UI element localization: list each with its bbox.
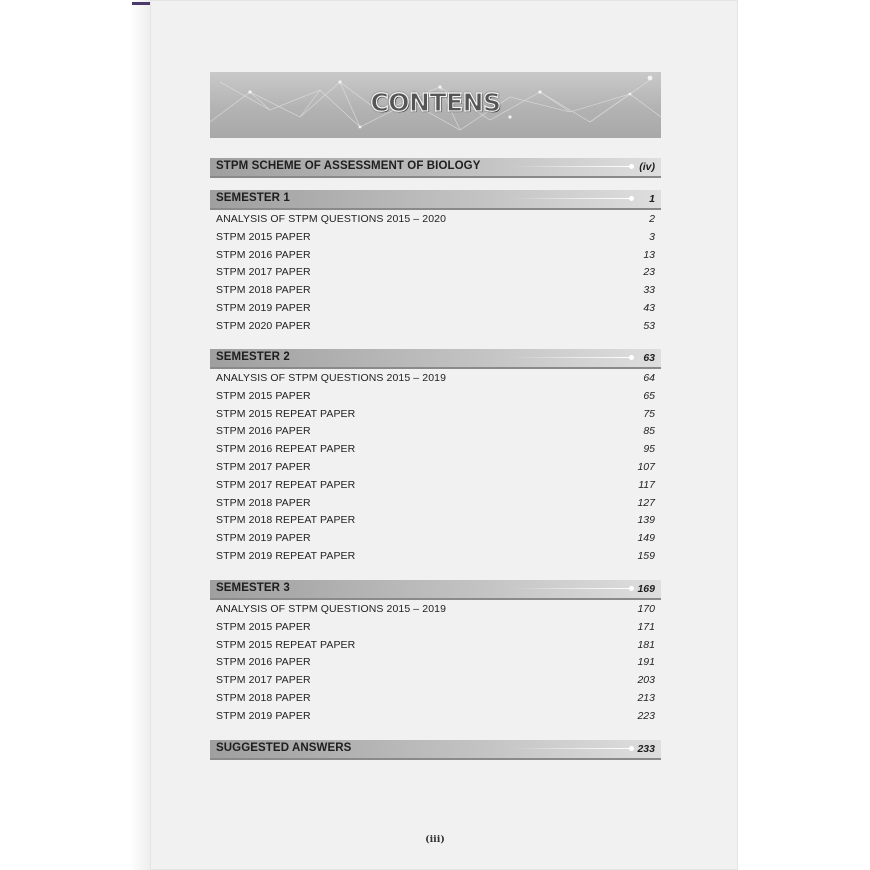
entry-label: STPM 2018 REPEAT PAPER bbox=[216, 514, 356, 527]
toc-section-scheme bbox=[210, 158, 661, 178]
entry-page-number: 43 bbox=[643, 301, 655, 314]
entry-page-number: 223 bbox=[637, 709, 655, 722]
entry-label: STPM 2019 REPEAT PAPER bbox=[216, 549, 356, 562]
entry-label: STPM 2017 PAPER bbox=[216, 460, 311, 473]
toc-entry bbox=[210, 636, 661, 654]
entry-label: STPM 2018 PAPER bbox=[216, 496, 311, 509]
entry-page-number: 53 bbox=[643, 319, 655, 332]
entry-page-number: 33 bbox=[643, 284, 655, 297]
toc-entry bbox=[210, 387, 661, 405]
entry-page-number: 75 bbox=[643, 407, 655, 420]
toc-entry bbox=[210, 440, 661, 458]
entry-label: STPM 2015 PAPER bbox=[216, 389, 311, 402]
entry-label: STPM 2017 PAPER bbox=[216, 674, 311, 687]
toc-entry bbox=[210, 689, 661, 707]
toc-entry bbox=[210, 476, 661, 494]
toc-entry bbox=[210, 422, 661, 440]
entry-label: STPM 2018 PAPER bbox=[216, 691, 311, 704]
entry-label: STPM 2019 PAPER bbox=[216, 301, 311, 314]
entry-label: STPM 2015 REPEAT PAPER bbox=[216, 638, 356, 651]
entry-label: STPM 2016 PAPER bbox=[216, 248, 311, 261]
page-left-edge bbox=[130, 0, 152, 870]
entry-label: ANALYSIS OF STPM QUESTIONS 2015 – 2019 bbox=[216, 372, 447, 384]
toc-entry bbox=[210, 618, 661, 636]
section-page-number: 233 bbox=[637, 743, 655, 755]
toc-entry bbox=[210, 317, 661, 335]
entry-label: STPM 2016 REPEAT PAPER bbox=[216, 443, 356, 456]
entry-label: STPM 2017 PAPER bbox=[216, 266, 311, 279]
entry-page-number: 64 bbox=[643, 372, 655, 384]
toc-entry bbox=[210, 547, 661, 565]
entry-page-number: 2 bbox=[649, 213, 655, 225]
section-header-bar bbox=[210, 158, 661, 178]
entry-label: STPM 2018 PAPER bbox=[216, 284, 311, 297]
section-title: SUGGESTED ANSWERS bbox=[216, 742, 352, 754]
entry-page-number: 159 bbox=[637, 549, 655, 562]
toc-entry bbox=[210, 246, 661, 264]
entry-page-number: 149 bbox=[637, 532, 655, 545]
entry-page-number: 95 bbox=[643, 443, 655, 456]
entry-page-number: 65 bbox=[643, 389, 655, 402]
toc-section-semester-1 bbox=[210, 190, 661, 335]
header-dot-line-decoration bbox=[511, 748, 631, 749]
toc-entry bbox=[210, 707, 661, 725]
toc-entry bbox=[210, 458, 661, 476]
header-dot-line-decoration bbox=[511, 588, 631, 589]
title-banner bbox=[210, 72, 661, 138]
page-title: CONTENS bbox=[370, 88, 501, 117]
section-page-number: 169 bbox=[637, 583, 655, 595]
toc-entry bbox=[210, 494, 661, 512]
toc-entry bbox=[210, 511, 661, 529]
entry-label: STPM 2019 PAPER bbox=[216, 532, 311, 545]
toc-section-semester-3 bbox=[210, 580, 661, 725]
header-dot-line-decoration bbox=[511, 198, 631, 199]
entry-page-number: 13 bbox=[643, 248, 655, 261]
entry-label: ANALYSIS OF STPM QUESTIONS 2015 – 2019 bbox=[216, 603, 447, 615]
toc-entry bbox=[210, 529, 661, 547]
toc-entry bbox=[210, 281, 661, 299]
toc-entry bbox=[210, 228, 661, 246]
section-header-bar bbox=[210, 580, 661, 600]
entry-label: ANALYSIS OF STPM QUESTIONS 2015 – 2020 bbox=[216, 213, 447, 225]
section-page-number: 1 bbox=[649, 193, 655, 205]
section-page-number: (iv) bbox=[639, 161, 655, 173]
page-number-footer: (iii) bbox=[425, 834, 445, 845]
section-page-number: 63 bbox=[643, 352, 655, 364]
toc-entry bbox=[210, 653, 661, 671]
entry-page-number: 213 bbox=[637, 691, 655, 704]
toc-entry bbox=[210, 263, 661, 281]
entry-label: STPM 2020 PAPER bbox=[216, 319, 311, 332]
section-title: STPM SCHEME OF ASSESSMENT OF BIOLOGY bbox=[216, 160, 481, 172]
entry-page-number: 203 bbox=[637, 674, 655, 687]
entry-label: STPM 2019 PAPER bbox=[216, 709, 311, 722]
entry-label: STPM 2015 PAPER bbox=[216, 620, 311, 633]
toc-entry bbox=[210, 405, 661, 423]
entry-page-number: 170 bbox=[637, 603, 655, 615]
entry-label: STPM 2015 REPEAT PAPER bbox=[216, 407, 356, 420]
entry-page-number: 191 bbox=[637, 656, 655, 669]
section-header-bar bbox=[210, 349, 661, 369]
toc-entry bbox=[210, 210, 661, 228]
section-header-bar bbox=[210, 190, 661, 210]
entry-label: STPM 2017 REPEAT PAPER bbox=[216, 478, 356, 491]
toc-entry bbox=[210, 671, 661, 689]
header-dot-line-decoration bbox=[511, 357, 631, 358]
entry-page-number: 117 bbox=[638, 478, 655, 491]
toc-entry bbox=[210, 299, 661, 317]
entry-label: STPM 2015 PAPER bbox=[216, 230, 311, 243]
entry-page-number: 127 bbox=[637, 496, 655, 509]
toc-section-suggested-answers bbox=[210, 740, 661, 760]
entry-label: STPM 2016 PAPER bbox=[216, 656, 311, 669]
entry-page-number: 3 bbox=[649, 230, 655, 243]
entry-page-number: 23 bbox=[643, 266, 655, 279]
section-title: SEMESTER 3 bbox=[216, 582, 290, 594]
section-title: SEMESTER 2 bbox=[216, 351, 290, 363]
entry-page-number: 139 bbox=[637, 514, 655, 527]
entry-page-number: 181 bbox=[637, 638, 655, 651]
toc-section-semester-2 bbox=[210, 349, 661, 565]
entry-page-number: 107 bbox=[637, 460, 655, 473]
section-title: SEMESTER 1 bbox=[216, 192, 290, 204]
header-dot-line-decoration bbox=[511, 166, 631, 167]
toc-entry bbox=[210, 369, 661, 387]
toc-entry bbox=[210, 600, 661, 618]
section-header-bar bbox=[210, 740, 661, 760]
entry-page-number: 171 bbox=[637, 620, 655, 633]
entry-label: STPM 2016 PAPER bbox=[216, 425, 311, 438]
entry-page-number: 85 bbox=[643, 425, 655, 438]
